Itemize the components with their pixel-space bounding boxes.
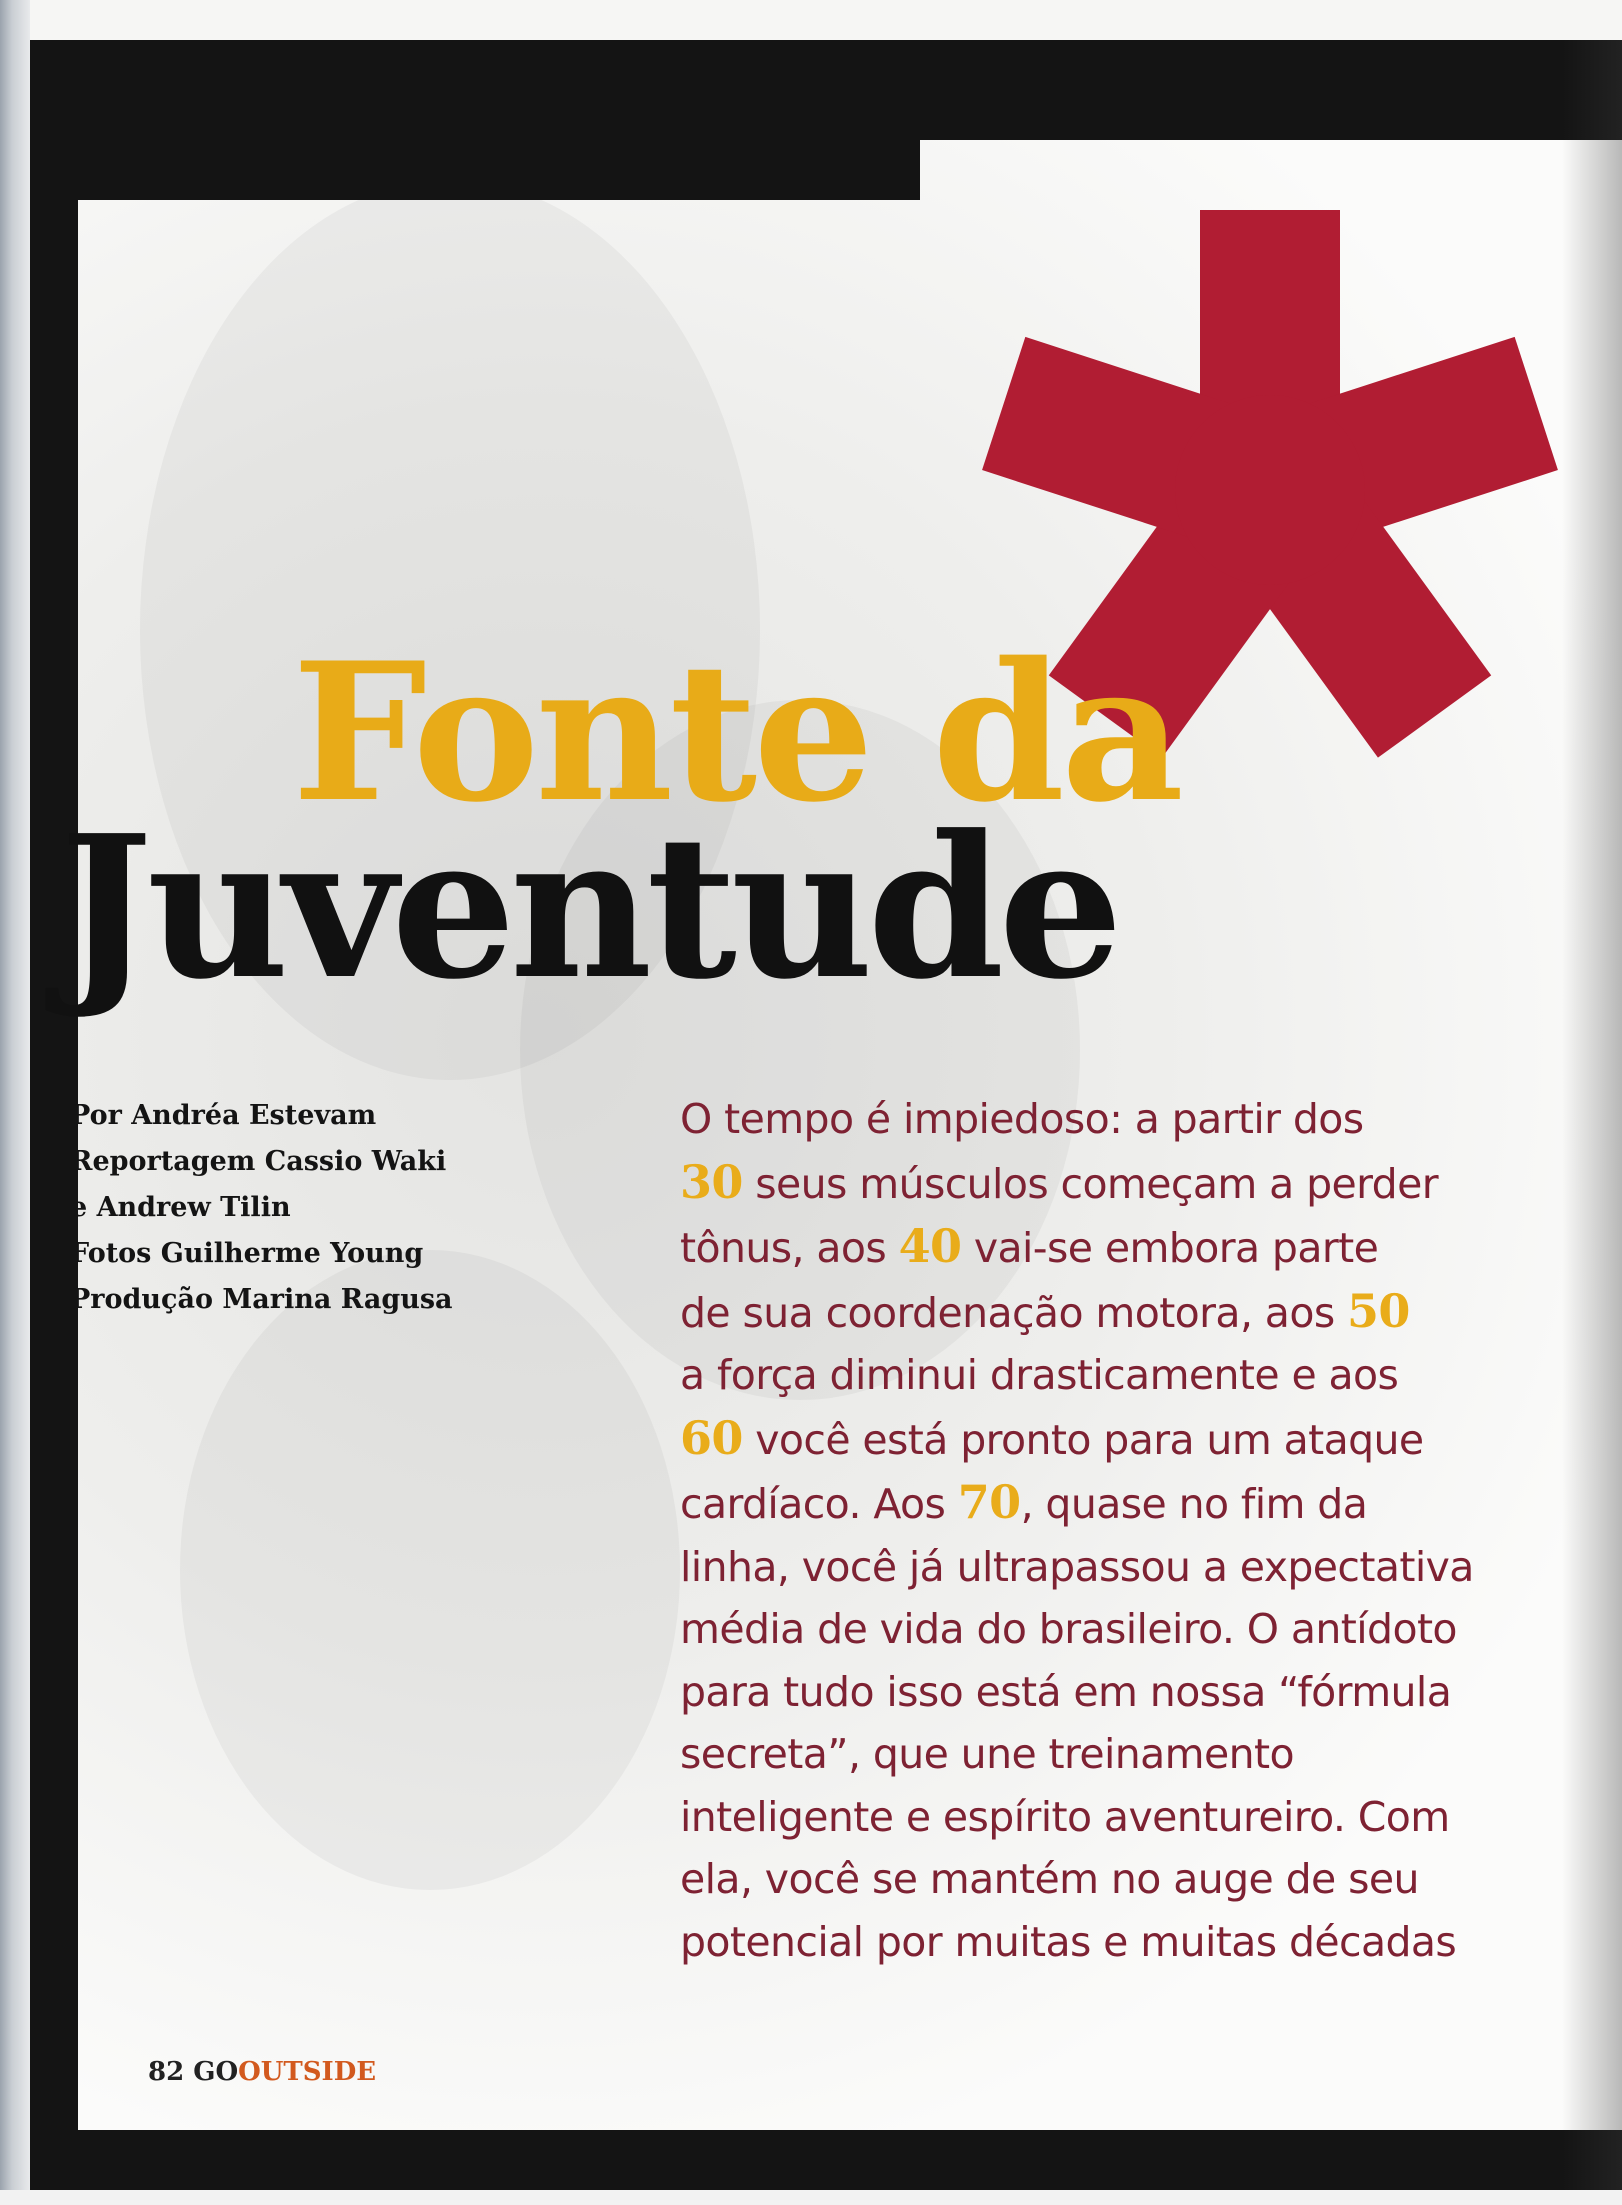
age-number: 60	[680, 1410, 743, 1465]
magazine-brand-go: GO	[193, 2057, 239, 2087]
frame-top-left-block	[30, 40, 920, 200]
age-number: 30	[680, 1154, 743, 1209]
body-line: 60 você está pronto para um ataque	[680, 1410, 1424, 1465]
page-spine	[0, 0, 30, 2205]
headline-line-1: Fonte da	[292, 621, 1181, 844]
body-line: média de vida do brasileiro. O antídoto	[680, 1605, 1457, 1653]
intro-paragraph	[680, 1088, 1580, 1973]
credit-reporting: Reportagem Cassio Waki	[70, 1146, 447, 1177]
body-line: inteligente e espírito aventureiro. Com	[680, 1792, 1450, 1841]
page-bottom-edge	[0, 2190, 1622, 2205]
age-number: 50	[1347, 1283, 1410, 1338]
body-line: linha, você já ultrapassou a expectativa	[680, 1542, 1474, 1591]
body-line: tônus, aos 40 vai-se embora parte	[680, 1219, 1379, 1273]
body-line: O tempo é impiedoso: a partir dos	[680, 1095, 1364, 1143]
body-line: a força diminui drasticamente e aos	[680, 1351, 1399, 1399]
age-number: 70	[957, 1475, 1021, 1529]
credit-production: Produção Marina Ragusa	[70, 1284, 453, 1315]
faded-photo-shape	[180, 1250, 680, 1890]
body-line: cardíaco. Aos 70, quase no fim da	[680, 1475, 1368, 1529]
body-line: ela, você se mantém no auge de seu	[680, 1855, 1419, 1903]
body-line: para tudo isso está em nossa “fórmula	[680, 1667, 1452, 1716]
body-line: potencial por muitas e muitas décadas	[680, 1917, 1457, 1966]
page-number: 82	[148, 2057, 185, 2087]
headline-line-2: Juventude	[60, 793, 1118, 1023]
frame-left-band	[30, 40, 78, 2140]
credit-reporting-2: e Andrew Tilin	[70, 1192, 291, 1223]
body-line: secreta”, que une treinamento	[680, 1730, 1294, 1778]
byline-credits	[70, 1093, 453, 1323]
body-line: de sua coordenação motora, aos 50	[680, 1283, 1410, 1338]
credit-author: Por Andréa Estevam	[70, 1100, 377, 1131]
credit-photos: Fotos Guilherme Young	[70, 1238, 424, 1269]
page-folio	[148, 2057, 376, 2087]
age-number: 40	[898, 1219, 962, 1273]
magazine-brand-outside: OUTSIDE	[238, 2057, 377, 2087]
body-line: 30 seus músculos começam a perder	[680, 1154, 1438, 1209]
